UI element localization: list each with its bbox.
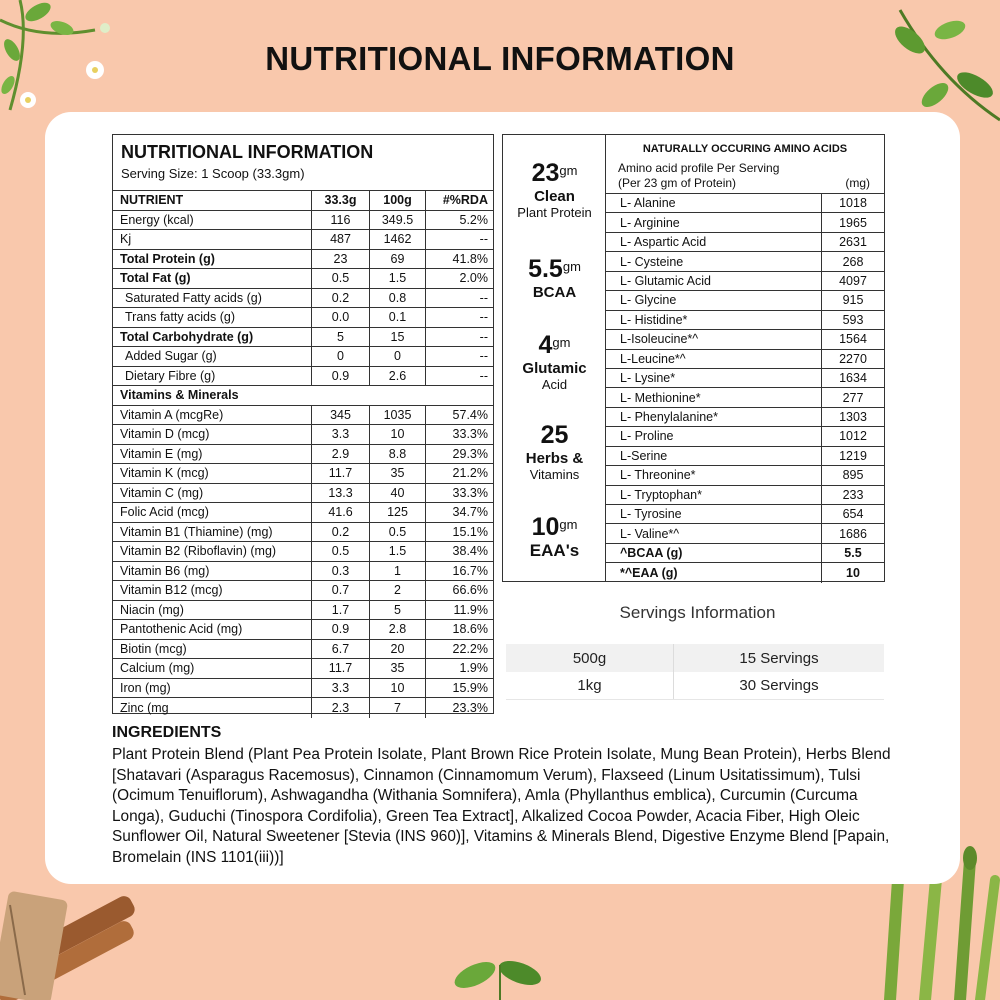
highlight-label: Clean [534, 188, 575, 205]
nutrition-row [113, 542, 493, 562]
per-100g-value: 1.5 [370, 542, 426, 561]
servings-row [506, 672, 884, 700]
highlight-bcaa [503, 255, 606, 301]
rda-value: 33.3% [452, 427, 488, 442]
amino-name: L-Isoleucine*^ [606, 330, 822, 348]
rda-value: 15.9% [452, 680, 488, 695]
servings-size: 1kg [506, 672, 674, 699]
amino-value: 2270 [839, 351, 867, 366]
highlight-sub: Plant Protein [517, 205, 592, 220]
per-100g-value: 0.8 [370, 289, 426, 308]
amino-value: 654 [842, 507, 864, 522]
rda-value: 38.4% [452, 544, 488, 559]
highlight-sub: Acid [541, 377, 568, 392]
amino-value: 277 [842, 390, 864, 405]
rda-value: -- [479, 232, 488, 247]
amino-row [606, 350, 884, 369]
rda-value: 23.3% [452, 700, 488, 715]
nutrition-row [113, 562, 493, 582]
nutrient-name: Dietary Fibre (g) [113, 367, 312, 386]
amino-row [606, 213, 884, 232]
per-serving-value: 3.3 [312, 679, 370, 698]
rda-value: 57.4% [452, 407, 488, 422]
rda-value: 41.8% [452, 251, 488, 266]
per-100g-value: 10 [370, 425, 426, 444]
amino-row [606, 505, 884, 524]
per-serving-value: 0.9 [312, 620, 370, 639]
nutrition-row [113, 425, 493, 445]
per-100g-value: 349.5 [370, 211, 426, 230]
per-100g-value: 15 [370, 328, 426, 347]
servings-count: 30 Servings [739, 677, 819, 694]
amino-value: 1018 [839, 196, 867, 211]
amino-value: 2631 [839, 235, 867, 250]
per-100g-value: 8.8 [370, 445, 426, 464]
ingredients-title: INGREDIENTS [112, 724, 222, 741]
amino-name: L- Proline [606, 427, 822, 445]
amino-name: L- Glycine [606, 291, 822, 309]
rda-value: 5.2% [459, 212, 488, 227]
nutrition-row [113, 328, 493, 348]
amino-value: 1965 [839, 215, 867, 230]
nutrition-row [113, 211, 493, 231]
ingredients-text: Plant Protein Blend (Plant Pea Protein Isolate, Plant Brown Rice Protein Isolate, Mung Bean Protein), Herbs Blend [Shatavari (Asparagus Racemosus), Cinnamon (Cinnamomum Verum), Flaxseed (Linum Usitatissimum), Tulsi (Ocimum Tenuiflorum), Ashwagandha (Withania Somnifera), Amla (Phyllanthus emblica), Curcumin (Curcuma Longa), Guduchi (Tinospora Cordifolia), Green Tea Extract], Alkalized Cocoa Powder, Acacia Fiber, High Oleic Sunflower Oil, Natural Sweetener [Stevia (INS 960)], Vitamins & Minerals Blend, Digestive Enzyme Blend [Papain, Bromelain (INS 1101(iii))] [112, 746, 891, 866]
per-serving-value: 3.3 [312, 425, 370, 444]
nutrition-row [113, 523, 493, 543]
nutrient-name: Added Sugar (g) [113, 347, 312, 366]
nutrition-row [113, 581, 493, 601]
per-100g-value: 2.8 [370, 620, 426, 639]
nutrition-row [113, 308, 493, 328]
nutrient-name: Calcium (mg) [113, 659, 312, 678]
nutrient-name: Iron (mg) [113, 679, 312, 698]
nutrient-name: Zinc (mg [113, 698, 312, 718]
amino-value: 1219 [839, 448, 867, 463]
nutrition-row [113, 698, 493, 718]
per-serving-value: 11.7 [312, 659, 370, 678]
nutrition-table [112, 134, 494, 714]
nutrient-name: Vitamin C (mg) [113, 484, 312, 503]
nutrient-name: Total Fat (g) [113, 269, 312, 288]
amino-row [606, 466, 884, 485]
per-serving-value: 2.9 [312, 445, 370, 464]
nutrition-row [113, 386, 493, 406]
per-serving-value: 0.7 [312, 581, 370, 600]
per-serving-value: 0 [312, 347, 370, 366]
amino-row [606, 369, 884, 388]
highlight-number: 10 [531, 513, 560, 541]
nutrient-name: Niacin (mg) [113, 601, 312, 620]
nutrition-row [113, 640, 493, 660]
amino-name: L-Serine [606, 447, 822, 465]
per-100g-value: 1 [370, 562, 426, 581]
amino-row [606, 427, 884, 446]
amino-value: 1012 [839, 429, 867, 444]
rda-value: 34.7% [452, 505, 488, 520]
per-100g-value: 2 [370, 581, 426, 600]
amino-name: L- Glutamic Acid [606, 272, 822, 290]
rda-value: 66.6% [452, 583, 488, 598]
column-rda: #%RDA [442, 193, 488, 208]
per-100g-value: 1462 [370, 230, 426, 249]
amino-row [606, 252, 884, 271]
nutrition-row [113, 503, 493, 523]
amino-title: NATURALLY OCCURING AMINO ACIDS [642, 143, 848, 155]
highlight-unit: gm [559, 163, 578, 178]
rda-value: -- [479, 368, 488, 383]
amino-value: 233 [842, 487, 864, 502]
amino-name: L- Arginine [606, 213, 822, 231]
per-100g-value: 10 [370, 679, 426, 698]
per-100g-value: 69 [370, 250, 426, 269]
amino-profile-line2: (Per 23 gm of Protein) [618, 176, 737, 190]
amino-name: L- Cysteine [606, 252, 822, 270]
rda-value: 1.9% [459, 661, 488, 676]
nutrient-name: Pantothenic Acid (mg) [113, 620, 312, 639]
highlight-unit: gm [552, 335, 571, 350]
amino-value: 5.5 [844, 546, 862, 561]
servings-size: 500g [506, 644, 674, 672]
amino-row [606, 447, 884, 466]
amino-name: L- Lysine* [606, 369, 822, 387]
amino-row [606, 194, 884, 213]
amino-name: L- Threonine* [606, 466, 822, 484]
nutrient-name: Vitamin K (mcg) [113, 464, 312, 483]
amino-name: L- Alanine [606, 194, 822, 212]
rda-value: 11.9% [453, 602, 488, 617]
per-serving-value: 345 [312, 406, 370, 425]
amino-row [606, 524, 884, 543]
per-serving-value: 0.5 [312, 542, 370, 561]
per-100g-value: 40 [370, 484, 426, 503]
amino-value: 1303 [839, 410, 867, 425]
rda-value: 22.2% [452, 641, 488, 656]
amino-value: 895 [842, 468, 864, 483]
rda-value: -- [479, 329, 488, 344]
amino-name: ^BCAA (g) [606, 544, 822, 562]
per-serving-value: 0.2 [312, 523, 370, 542]
nutrient-name: Trans fatty acids (g) [113, 308, 312, 327]
per-100g-value: 125 [370, 503, 426, 522]
servings-row [506, 644, 884, 672]
nutrition-row [113, 250, 493, 270]
per-100g-value: 35 [370, 659, 426, 678]
rda-value: -- [479, 310, 488, 325]
per-serving-value: 41.6 [312, 503, 370, 522]
per-serving-value: 2.3 [312, 698, 370, 718]
amino-value: 268 [842, 254, 864, 269]
highlights-panel [502, 134, 605, 582]
amino-row [606, 388, 884, 407]
rda-value: 2.0% [459, 271, 488, 286]
nutrient-name: Vitamin B6 (mg) [113, 562, 312, 581]
highlight-label: Glutamic [522, 360, 587, 377]
amino-value: 4097 [839, 273, 867, 288]
highlight-herbs [503, 421, 606, 483]
amino-acid-table [605, 134, 885, 582]
nutrition-header [113, 135, 493, 191]
rda-value: 16.7% [452, 563, 488, 578]
amino-name: L- Methionine* [606, 388, 822, 406]
nutrition-row [113, 230, 493, 250]
amino-row [606, 233, 884, 252]
rda-value: 29.3% [452, 446, 488, 461]
amino-row [606, 408, 884, 427]
tea-leaf-bottom-icon [440, 945, 560, 1000]
servings-title: Servings Information [619, 603, 776, 622]
nutrient-name: Total Carbohydrate (g) [113, 328, 312, 347]
nutrition-title: NUTRITIONAL INFORMATION [121, 142, 374, 162]
nutrient-name: Vitamin B2 (Riboflavin) (mg) [113, 542, 312, 561]
per-100g-value: 35 [370, 464, 426, 483]
highlight-label: EAA's [529, 541, 580, 560]
per-100g-value: 0.5 [370, 523, 426, 542]
servings-count: 15 Servings [739, 649, 819, 667]
highlight-sub: Vitamins [529, 467, 580, 482]
servings-table [506, 644, 884, 700]
column-per-100g: 100g [370, 191, 426, 210]
nutrition-row [113, 484, 493, 504]
rda-value: 18.6% [452, 622, 488, 637]
amino-row [606, 311, 884, 330]
nutrient-name: Vitamins & Minerals [120, 388, 239, 403]
per-serving-value: 487 [312, 230, 370, 249]
nutrition-row [113, 406, 493, 426]
amino-name: L- Histidine* [606, 311, 822, 329]
nutrient-name: Total Protein (g) [113, 250, 312, 269]
per-100g-value: 2.6 [370, 367, 426, 386]
per-100g-value: 5 [370, 601, 426, 620]
nutrition-row [113, 445, 493, 465]
amino-profile-line1: Amino acid profile Per Serving [618, 161, 780, 175]
amino-name: L- Aspartic Acid [606, 233, 822, 251]
per-100g-value: 0 [370, 347, 426, 366]
nutrition-row [113, 601, 493, 621]
column-per-serving: 33.3g [312, 191, 370, 210]
amino-name: *^EAA (g) [606, 563, 822, 582]
amino-row [606, 330, 884, 349]
per-100g-value: 7 [370, 698, 426, 718]
rda-value: 33.3% [452, 485, 488, 500]
amino-name: L- Tyrosine [606, 505, 822, 523]
serving-size: Serving Size: 1 Scoop (33.3gm) [121, 166, 305, 181]
highlight-unit: gm [562, 259, 581, 274]
rda-value: -- [479, 349, 488, 364]
per-serving-value: 5 [312, 328, 370, 347]
amino-row [606, 272, 884, 291]
nutrient-name: Vitamin D (mcg) [113, 425, 312, 444]
highlight-label: Herbs & [525, 450, 584, 467]
per-serving-value: 0.5 [312, 269, 370, 288]
amino-value: 10 [846, 566, 860, 581]
highlight-eaa [503, 513, 606, 559]
nutrient-name: Vitamin B12 (mcg) [113, 581, 312, 600]
rda-value: -- [479, 290, 488, 305]
highlight-number: 4 [538, 331, 553, 359]
highlight-glutamic [503, 331, 606, 393]
amino-unit: (mg) [845, 176, 870, 190]
amino-name: L-Leucine*^ [606, 350, 822, 368]
column-nutrient: NUTRIENT [113, 191, 312, 210]
amino-name: L- Tryptophan* [606, 486, 822, 504]
per-100g-value: 1035 [370, 406, 426, 425]
per-serving-value: 13.3 [312, 484, 370, 503]
nutrition-row [113, 367, 493, 387]
per-serving-value: 6.7 [312, 640, 370, 659]
highlight-number: 5.5 [528, 255, 563, 283]
per-100g-value: 20 [370, 640, 426, 659]
nutrient-name: Vitamin E (mg) [113, 445, 312, 464]
amino-name: L- Valine*^ [606, 524, 822, 542]
nutrition-row [113, 659, 493, 679]
amino-value: 1634 [839, 371, 867, 386]
highlight-unit: gm [559, 517, 578, 532]
amino-header [606, 135, 884, 194]
page-title: NUTRITIONAL INFORMATION [265, 40, 735, 77]
per-100g-value: 0.1 [370, 308, 426, 327]
nutrient-name: Folic Acid (mcg) [113, 503, 312, 522]
amino-name: L- Phenylalanine* [606, 408, 822, 426]
per-serving-value: 0.2 [312, 289, 370, 308]
nutrition-row [113, 269, 493, 289]
per-serving-value: 116 [312, 211, 370, 230]
rda-value: 21.2% [452, 466, 488, 481]
nutrition-row [113, 464, 493, 484]
cinnamon-sticks-icon [0, 865, 140, 1000]
highlight-label: BCAA [532, 284, 577, 301]
nutrient-name: Biotin (mcg) [113, 640, 312, 659]
nutrition-row [113, 620, 493, 640]
per-100g-value: 1.5 [370, 269, 426, 288]
nutrition-column-header [113, 191, 493, 211]
per-serving-value: 0.9 [312, 367, 370, 386]
amino-value: 1564 [839, 332, 867, 347]
amino-row [606, 544, 884, 563]
per-serving-value: 0.0 [312, 308, 370, 327]
amino-value: 593 [842, 312, 864, 327]
nutrition-row [113, 679, 493, 699]
highlight-number: 25 [540, 421, 569, 449]
nutrient-name: Energy (kcal) [113, 211, 312, 230]
nutrient-name: Vitamin A (mcgRe) [113, 406, 312, 425]
per-serving-value: 1.7 [312, 601, 370, 620]
per-serving-value: 23 [312, 250, 370, 269]
per-serving-value: 11.7 [312, 464, 370, 483]
amino-row [606, 563, 884, 582]
amino-value: 915 [842, 293, 864, 308]
nutrition-row [113, 289, 493, 309]
rda-value: 15.1% [452, 524, 488, 539]
nutrition-row [113, 347, 493, 367]
amino-value: 1686 [839, 526, 867, 541]
amino-row [606, 486, 884, 505]
nutrient-name: Vitamin B1 (Thiamine) (mg) [113, 523, 312, 542]
highlight-number: 23 [531, 159, 560, 187]
per-serving-value: 0.3 [312, 562, 370, 581]
nutrient-name: Kj [113, 230, 312, 249]
nutrient-name: Saturated Fatty acids (g) [113, 289, 312, 308]
highlight-protein [503, 159, 606, 221]
amino-row [606, 291, 884, 310]
